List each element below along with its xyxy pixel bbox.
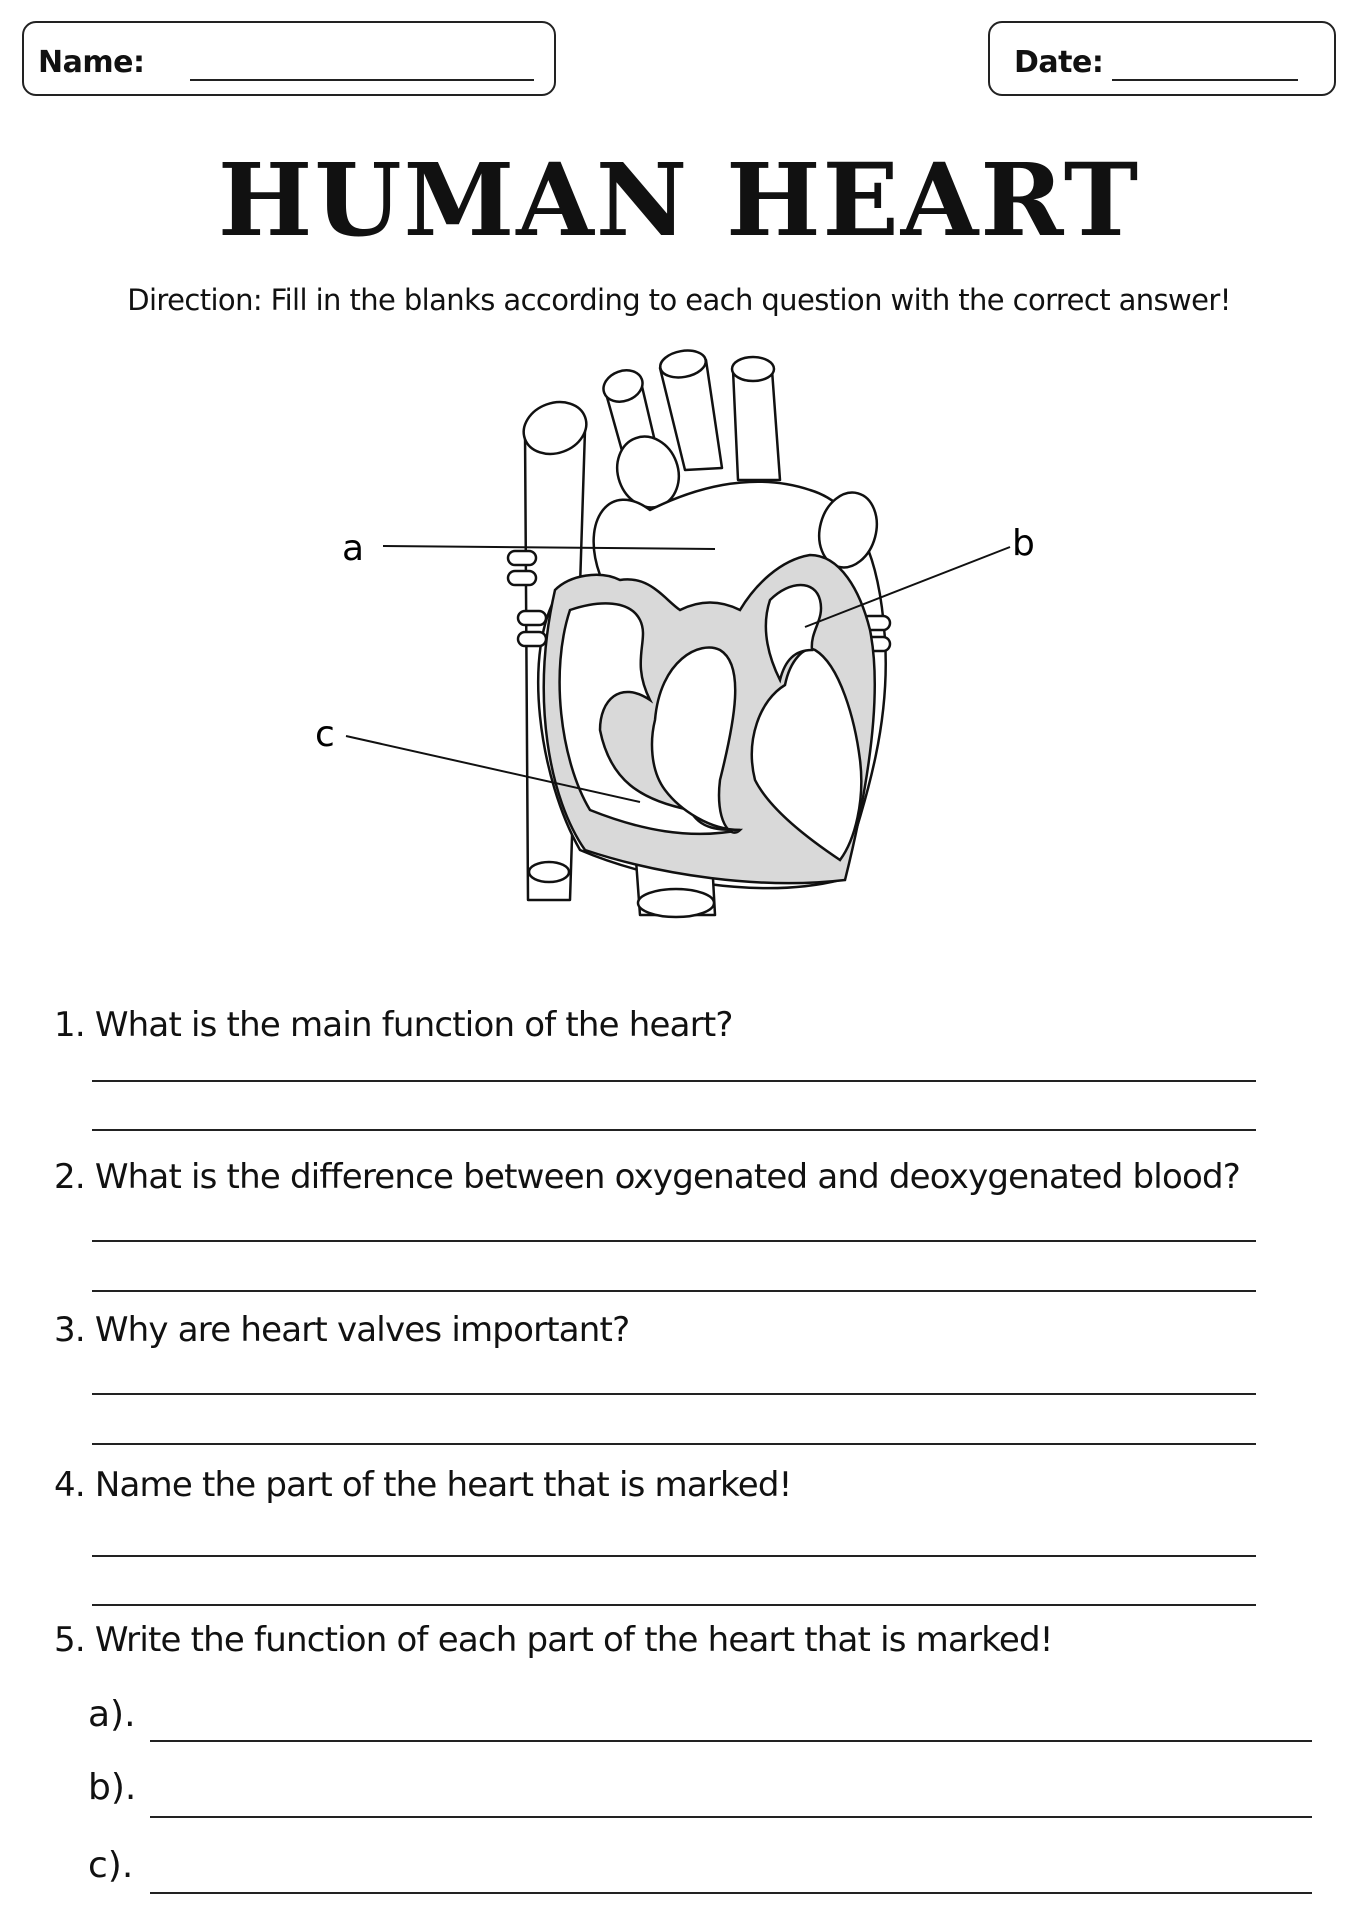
label-a: a xyxy=(342,528,365,569)
subpart-line-a[interactable] xyxy=(150,1740,1312,1742)
name-box xyxy=(22,21,556,96)
question-5: 5. Write the function of each part of the heart that is marked! xyxy=(54,1620,1053,1660)
label-b: b xyxy=(1012,523,1035,564)
name-field[interactable] xyxy=(190,79,534,81)
question-4: 4. Name the part of the heart that is marked! xyxy=(54,1465,792,1505)
answer-line-3b[interactable] xyxy=(92,1443,1256,1445)
subpart-line-c[interactable] xyxy=(150,1892,1312,1894)
date-box xyxy=(988,21,1336,96)
answer-line-3a[interactable] xyxy=(92,1393,1256,1395)
answer-line-2b[interactable] xyxy=(92,1290,1256,1292)
answer-line-4a[interactable] xyxy=(92,1555,1256,1557)
page-title: HUMAN HEART xyxy=(217,141,1141,259)
answer-line-1a[interactable] xyxy=(92,1080,1256,1082)
subpart-label-a: a). xyxy=(88,1694,136,1735)
date-field[interactable] xyxy=(1112,79,1298,81)
question-1: 1. What is the main function of the heart? xyxy=(54,1005,733,1045)
answer-line-1b[interactable] xyxy=(92,1129,1256,1131)
name-label: Name: xyxy=(38,45,145,80)
date-label: Date: xyxy=(1014,45,1104,80)
answer-line-2a[interactable] xyxy=(92,1240,1256,1242)
direction-text: Direction: Fill in the blanks according to each question with the correct answer! xyxy=(127,283,1231,317)
question-2: 2. What is the difference between oxygenated and deoxygenated blood? xyxy=(54,1157,1240,1197)
label-c: c xyxy=(315,714,335,755)
aorta-2 xyxy=(733,370,780,480)
subpart-label-c: c). xyxy=(88,1845,134,1886)
subpart-label-b: b). xyxy=(88,1767,137,1808)
answer-line-4b[interactable] xyxy=(92,1604,1256,1606)
subpart-line-b[interactable] xyxy=(150,1816,1312,1818)
question-3: 3. Why are heart valves important? xyxy=(54,1310,630,1350)
heart-diagram xyxy=(300,345,1060,925)
